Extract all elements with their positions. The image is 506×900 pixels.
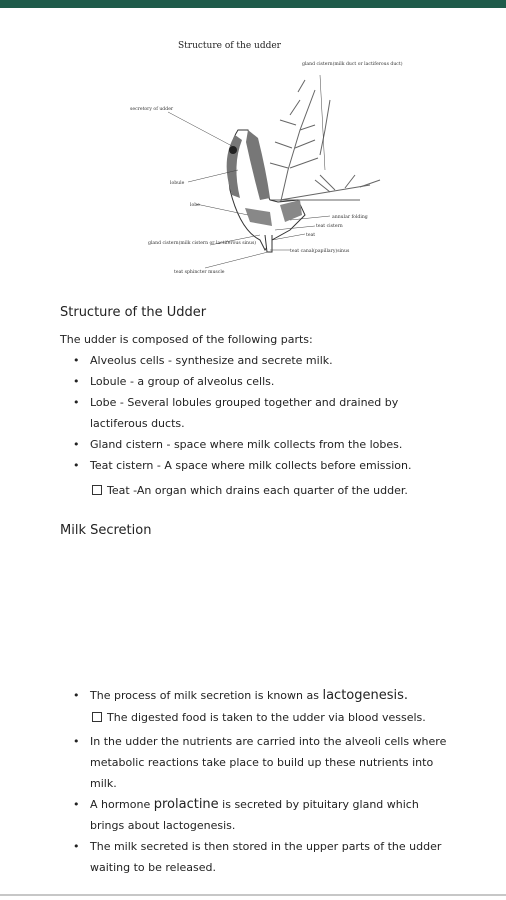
bullet-icon: • xyxy=(73,438,80,451)
label-gland-cistern-bottom: gland cistern(milk cistern or lactiferous sinus) xyxy=(148,241,257,246)
structure-list xyxy=(70,350,450,476)
milk-secretion-heading: Milk Secretion xyxy=(60,523,152,538)
diagram-title: Structure of the udder xyxy=(178,41,281,51)
bullet-icon: • xyxy=(73,735,80,748)
label-teat: teat xyxy=(306,233,316,238)
digested-food-box-item: The digested food is taken to the udder via blood vessels. xyxy=(92,711,426,724)
udder-diagram-svg xyxy=(120,30,403,285)
label-annular-folding: annular folding xyxy=(332,215,368,220)
list-item: • Lobe - Several lobules grouped together and drained by lactiferous ducts. xyxy=(70,392,450,434)
list-item: • Lobule - a group of alveolus cells. xyxy=(70,371,450,392)
bullet-icon: • xyxy=(73,375,80,388)
udder-diagram xyxy=(120,30,403,285)
list-item: • Teat cistern - A space where milk collects before emission. xyxy=(70,455,450,476)
teat-shape xyxy=(265,235,272,252)
list-item: • The process of milk secretion is known as lactogenesis. xyxy=(70,685,450,706)
list-item: • Alveolus cells - synthesize and secrete milk. xyxy=(70,350,450,371)
label-teat-canal: teat canal(papillary)sinus xyxy=(290,249,350,254)
label-gland-cistern-top: gland cistern(milk duct or lactiferous duct) xyxy=(302,62,403,67)
label-teat-cistern: teat cistern xyxy=(316,224,343,229)
teat-box-item: Teat -An organ which drains each quarter of the udder. xyxy=(92,484,408,497)
structure-heading: Structure of the Udder xyxy=(60,305,207,320)
structure-intro: The udder is composed of the following parts: xyxy=(60,333,313,346)
list-item: • A hormone prolactine is secreted by pituitary gland which brings about lactogenesis. xyxy=(70,794,450,836)
label-teat-sphincter: teat sphincter muscle xyxy=(174,270,225,275)
bullet-icon: • xyxy=(73,354,80,367)
alveolus-cluster xyxy=(229,146,237,154)
list-item: • The milk secreted is then stored in the upper parts of the udder waiting to be released. xyxy=(70,836,450,878)
list-item: • In the udder the nutrients are carried into the alveoli cells where metabolic reactions take place to build up these nutrients into milk. xyxy=(70,731,450,794)
duct-branches xyxy=(270,80,380,205)
label-lobe: lobe xyxy=(190,203,200,208)
top-app-bar xyxy=(0,0,506,8)
bullet-icon: • xyxy=(73,689,80,702)
bottom-divider xyxy=(0,894,506,896)
label-secretory: secretory of udder xyxy=(130,107,174,112)
bullet-icon: • xyxy=(73,840,80,853)
checkbox-square-icon xyxy=(92,712,102,722)
bullet-icon: • xyxy=(73,798,80,811)
bullet-icon: • xyxy=(73,459,80,472)
checkbox-square-icon xyxy=(92,485,102,495)
milk-list-a xyxy=(70,685,450,706)
list-item: • Gland cistern - space where milk collects from the lobes. xyxy=(70,434,450,455)
milk-list-b xyxy=(70,731,450,878)
label-lobule: lobule xyxy=(170,181,185,186)
bullet-icon: • xyxy=(73,396,80,409)
